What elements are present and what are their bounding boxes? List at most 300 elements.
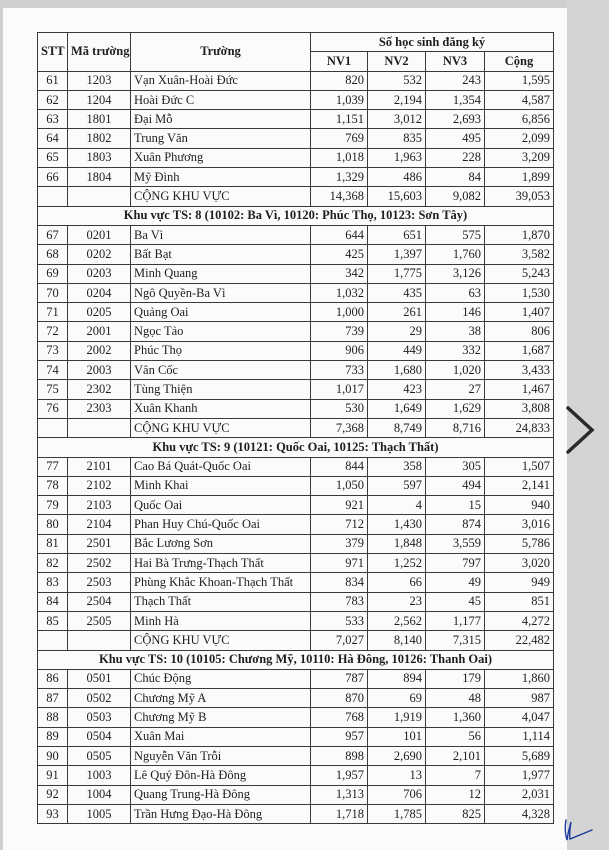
cell-stt: 77: [38, 457, 68, 476]
cell-nv1: 844: [311, 457, 368, 476]
cell-ma-truong: 2003: [68, 361, 131, 380]
cell-nv3: 3,126: [426, 264, 485, 283]
cell-nv1: 898: [311, 746, 368, 765]
cell-stt: 68: [38, 245, 68, 264]
cell-cong: 2,031: [485, 785, 554, 804]
table-row: [38, 361, 554, 380]
cell-nv1: 533: [311, 611, 368, 630]
total-row: [38, 187, 554, 206]
cell-truong: Lê Quý Đôn-Hà Đông: [131, 766, 311, 785]
cell-truong: Thạch Thất: [131, 592, 311, 611]
cell-truong: Quốc Oai: [131, 496, 311, 515]
header-cong: Cộng: [485, 52, 554, 71]
cell-ma-truong: 2101: [68, 457, 131, 476]
cell-ma-truong: 2501: [68, 534, 131, 553]
cell-cong: 3,020: [485, 554, 554, 573]
cell-nv1: 957: [311, 727, 368, 746]
cell-truong: Ngọc Tảo: [131, 322, 311, 341]
cell-ma-truong: 2102: [68, 476, 131, 495]
cell-nv1: 971: [311, 554, 368, 573]
cell-nv3: 3,559: [426, 534, 485, 553]
cell-cong: 1,530: [485, 283, 554, 302]
cell-cong: 1,114: [485, 727, 554, 746]
cell-nv2: 69: [368, 689, 426, 708]
cell-nv3: 1,760: [426, 245, 485, 264]
cell-cong: 1,899: [485, 168, 554, 187]
cell-cong: 6,856: [485, 110, 554, 129]
cell-ma-truong: 2505: [68, 611, 131, 630]
cell-cong: 4,587: [485, 90, 554, 109]
section-title: Khu vực TS: 9 (10121: Quốc Oai, 10125: Thạch Thất): [38, 438, 554, 457]
cell-stt: 90: [38, 746, 68, 765]
table-row: [38, 380, 554, 399]
total-nv3: 7,315: [426, 631, 485, 650]
header-nv1: NV1: [311, 52, 368, 71]
cell-stt: 88: [38, 708, 68, 727]
table-row: [38, 168, 554, 187]
cell-stt: 84: [38, 592, 68, 611]
cell-nv3: 2,101: [426, 746, 485, 765]
cell-ma-truong: 0502: [68, 689, 131, 708]
table-row: [38, 746, 554, 765]
cell-ma-truong: 0203: [68, 264, 131, 283]
cell-nv1: 1,018: [311, 148, 368, 167]
table-row: [38, 303, 554, 322]
total-nv2: 8,140: [368, 631, 426, 650]
total-nv3: 8,716: [426, 418, 485, 437]
cell-nv2: 486: [368, 168, 426, 187]
cell-cong: 1,977: [485, 766, 554, 785]
cell-nv2: 1,848: [368, 534, 426, 553]
table-row: [38, 225, 554, 244]
cell-nv1: 834: [311, 573, 368, 592]
cell-cong: 4,047: [485, 708, 554, 727]
table-row: [38, 71, 554, 90]
cell-stt: 74: [38, 361, 68, 380]
cell-cong: 1,870: [485, 225, 554, 244]
cell-nv2: 2,194: [368, 90, 426, 109]
cell-stt: 81: [38, 534, 68, 553]
cell-nv3: 874: [426, 515, 485, 534]
cell-nv1: 1,032: [311, 283, 368, 302]
cell-ma-truong: 1804: [68, 168, 131, 187]
cell-nv3: 146: [426, 303, 485, 322]
cell-nv2: 1,775: [368, 264, 426, 283]
cell-stt: 62: [38, 90, 68, 109]
cell-stt: 86: [38, 669, 68, 688]
cell-stt: 72: [38, 322, 68, 341]
cell-nv1: 768: [311, 708, 368, 727]
cell-stt: 80: [38, 515, 68, 534]
total-nv1: 7,027: [311, 631, 368, 650]
cell-ma-truong: 1203: [68, 71, 131, 90]
cell-nv2: 2,562: [368, 611, 426, 630]
next-page-button[interactable]: [560, 400, 600, 460]
cell-nv1: 1,151: [311, 110, 368, 129]
cell-truong: Hai Bà Trưng-Thạch Thất: [131, 554, 311, 573]
cell-truong: Tùng Thiện: [131, 380, 311, 399]
cell-truong: Phúc Thọ: [131, 341, 311, 360]
total-label: CỘNG KHU VỰC: [131, 187, 311, 206]
cell-nv2: 423: [368, 380, 426, 399]
cell-ma-truong: 2504: [68, 592, 131, 611]
cell-cong: 1,507: [485, 457, 554, 476]
table-row: [38, 804, 554, 823]
cell-stt-empty: [38, 187, 68, 206]
table-body: [38, 71, 554, 824]
cell-nv2: 29: [368, 322, 426, 341]
cell-nv1: 906: [311, 341, 368, 360]
cell-ma-truong: 2002: [68, 341, 131, 360]
cell-cong: 3,582: [485, 245, 554, 264]
table-row: [38, 515, 554, 534]
cell-truong: Bắc Lương Sơn: [131, 534, 311, 553]
total-cong: 22,482: [485, 631, 554, 650]
cell-nv2: 13: [368, 766, 426, 785]
cell-nv1: 769: [311, 129, 368, 148]
cell-truong: Phan Huy Chú-Quốc Oai: [131, 515, 311, 534]
cell-nv2: 1,430: [368, 515, 426, 534]
cell-truong: Vạn Xuân-Hoài Đức: [131, 71, 311, 90]
cell-nv1: 739: [311, 322, 368, 341]
cell-nv3: 495: [426, 129, 485, 148]
cell-nv2: 1,680: [368, 361, 426, 380]
cell-cong: 1,860: [485, 669, 554, 688]
cell-nv3: 797: [426, 554, 485, 573]
cell-nv2: 835: [368, 129, 426, 148]
cell-truong: Chương Mỹ A: [131, 689, 311, 708]
cell-truong: Ngô Quyền-Ba Vì: [131, 283, 311, 302]
cell-truong: Quảng Oai: [131, 303, 311, 322]
cell-nv1: 1,329: [311, 168, 368, 187]
cell-nv3: 228: [426, 148, 485, 167]
cell-ma-truong: 1801: [68, 110, 131, 129]
table-row: [38, 727, 554, 746]
cell-ma-truong: 0501: [68, 669, 131, 688]
cell-nv2: 1,649: [368, 399, 426, 418]
cell-nv2: 1,963: [368, 148, 426, 167]
cell-stt: 66: [38, 168, 68, 187]
cell-nv2: 1,919: [368, 708, 426, 727]
cell-ma-truong: 0503: [68, 708, 131, 727]
cell-nv1: 644: [311, 225, 368, 244]
cell-cong: 4,328: [485, 804, 554, 823]
cell-truong: Hoài Đức C: [131, 90, 311, 109]
cell-stt: 78: [38, 476, 68, 495]
cell-nv3: 12: [426, 785, 485, 804]
cell-nv3: 84: [426, 168, 485, 187]
table-row: [38, 708, 554, 727]
cell-stt: 89: [38, 727, 68, 746]
cell-nv3: 305: [426, 457, 485, 476]
cell-ma-truong-empty: [68, 631, 131, 650]
cell-truong: Minh Quang: [131, 264, 311, 283]
cell-nv2: 66: [368, 573, 426, 592]
cell-truong: Phùng Khắc Khoan-Thạch Thất: [131, 573, 311, 592]
cell-nv3: 38: [426, 322, 485, 341]
cell-nv3: 1,629: [426, 399, 485, 418]
cell-ma-truong: 2001: [68, 322, 131, 341]
cell-ma-truong: 2104: [68, 515, 131, 534]
header-ma-truong: Mã trường: [68, 33, 131, 72]
chevron-right-icon: [560, 400, 600, 460]
cell-truong: Xuân Khanh: [131, 399, 311, 418]
cell-cong: 3,433: [485, 361, 554, 380]
table-row: [38, 110, 554, 129]
cell-stt: 69: [38, 264, 68, 283]
cell-truong: Chúc Động: [131, 669, 311, 688]
cell-stt: 82: [38, 554, 68, 573]
table-row: [38, 341, 554, 360]
cell-ma-truong: 1005: [68, 804, 131, 823]
cell-nv1: 530: [311, 399, 368, 418]
table-row: [38, 669, 554, 688]
cell-nv1: 1,000: [311, 303, 368, 322]
cell-cong: 806: [485, 322, 554, 341]
table-row: [38, 476, 554, 495]
cell-ma-truong: 0204: [68, 283, 131, 302]
cell-nv3: 332: [426, 341, 485, 360]
cell-stt: 63: [38, 110, 68, 129]
cell-nv3: 7: [426, 766, 485, 785]
header-stt: STT: [38, 33, 68, 72]
cell-stt: 92: [38, 785, 68, 804]
header-nv3: NV3: [426, 52, 485, 71]
cell-nv1: 342: [311, 264, 368, 283]
cell-nv2: 1,397: [368, 245, 426, 264]
cell-nv3: 1,354: [426, 90, 485, 109]
cell-nv3: 27: [426, 380, 485, 399]
cell-cong: 5,243: [485, 264, 554, 283]
cell-cong: 851: [485, 592, 554, 611]
cell-cong: 5,689: [485, 746, 554, 765]
table-row: [38, 129, 554, 148]
total-nv2: 15,603: [368, 187, 426, 206]
cell-cong: 1,595: [485, 71, 554, 90]
cell-truong: Nguyễn Văn Trỗi: [131, 746, 311, 765]
cell-nv1: 1,957: [311, 766, 368, 785]
cell-truong: Bất Bạt: [131, 245, 311, 264]
cell-nv2: 435: [368, 283, 426, 302]
table-row: [38, 496, 554, 515]
cell-nv3: 179: [426, 669, 485, 688]
cell-truong: Xuân Mai: [131, 727, 311, 746]
cell-stt: 76: [38, 399, 68, 418]
cell-nv1: 870: [311, 689, 368, 708]
cell-cong: 4,272: [485, 611, 554, 630]
cell-ma-truong: 1204: [68, 90, 131, 109]
section-header-row: [38, 650, 554, 669]
cell-nv1: 1,017: [311, 380, 368, 399]
cell-truong: Mỹ Đình: [131, 168, 311, 187]
cell-ma-truong-empty: [68, 187, 131, 206]
cell-nv2: 894: [368, 669, 426, 688]
signature-mark-icon: [562, 818, 594, 842]
cell-cong: 1,687: [485, 341, 554, 360]
cell-nv1: 712: [311, 515, 368, 534]
cell-nv3: 1,177: [426, 611, 485, 630]
cell-ma-truong: 0504: [68, 727, 131, 746]
cell-cong: 1,407: [485, 303, 554, 322]
section-header-row: [38, 438, 554, 457]
cell-ma-truong: 0505: [68, 746, 131, 765]
cell-nv1: 425: [311, 245, 368, 264]
cell-ma-truong: 1803: [68, 148, 131, 167]
cell-cong: 940: [485, 496, 554, 515]
cell-ma-truong: 0201: [68, 225, 131, 244]
cell-nv1: 1,718: [311, 804, 368, 823]
cell-ma-truong: 1004: [68, 785, 131, 804]
total-nv1: 7,368: [311, 418, 368, 437]
cell-ma-truong: 0202: [68, 245, 131, 264]
cell-nv1: 1,050: [311, 476, 368, 495]
cell-truong: Cao Bá Quát-Quốc Oai: [131, 457, 311, 476]
table-row: [38, 534, 554, 553]
table-row: [38, 785, 554, 804]
cell-nv3: 49: [426, 573, 485, 592]
table-row: [38, 90, 554, 109]
cell-nv3: 48: [426, 689, 485, 708]
cell-nv1: 379: [311, 534, 368, 553]
cell-stt: 67: [38, 225, 68, 244]
table-row: [38, 554, 554, 573]
cell-nv1: 733: [311, 361, 368, 380]
header-nv2: NV2: [368, 52, 426, 71]
cell-stt: 61: [38, 71, 68, 90]
cell-stt: 87: [38, 689, 68, 708]
cell-stt: 71: [38, 303, 68, 322]
cell-truong: Chương Mỹ B: [131, 708, 311, 727]
cell-cong: 987: [485, 689, 554, 708]
cell-stt: 93: [38, 804, 68, 823]
cell-nv2: 449: [368, 341, 426, 360]
cell-nv2: 2,690: [368, 746, 426, 765]
total-nv1: 14,368: [311, 187, 368, 206]
cell-truong: Xuân Phương: [131, 148, 311, 167]
cell-nv2: 4: [368, 496, 426, 515]
cell-stt: 85: [38, 611, 68, 630]
cell-stt-empty: [38, 631, 68, 650]
total-label: CỘNG KHU VỰC: [131, 418, 311, 437]
cell-cong: 2,099: [485, 129, 554, 148]
cell-truong: Quang Trung-Hà Đông: [131, 785, 311, 804]
cell-nv1: 820: [311, 71, 368, 90]
cell-ma-truong: 1802: [68, 129, 131, 148]
cell-stt: 70: [38, 283, 68, 302]
section-header-row: [38, 206, 554, 225]
cell-truong: Ba Vì: [131, 225, 311, 244]
cell-nv2: 597: [368, 476, 426, 495]
cell-truong: Minh Khai: [131, 476, 311, 495]
cell-nv2: 1,785: [368, 804, 426, 823]
table-row: [38, 766, 554, 785]
cell-ma-truong: 1003: [68, 766, 131, 785]
cell-ma-truong: 2303: [68, 399, 131, 418]
table-row: [38, 148, 554, 167]
table-row: [38, 573, 554, 592]
cell-nv1: 921: [311, 496, 368, 515]
cell-stt: 65: [38, 148, 68, 167]
cell-stt-empty: [38, 418, 68, 437]
cell-nv1: 787: [311, 669, 368, 688]
header-truong: Trường: [131, 33, 311, 72]
cell-nv1: 1,039: [311, 90, 368, 109]
cell-nv2: 651: [368, 225, 426, 244]
cell-nv3: 825: [426, 804, 485, 823]
cell-nv2: 532: [368, 71, 426, 90]
cell-cong: 3,808: [485, 399, 554, 418]
table-row: [38, 689, 554, 708]
cell-ma-truong-empty: [68, 418, 131, 437]
cell-nv3: 45: [426, 592, 485, 611]
cell-stt: 83: [38, 573, 68, 592]
signature-mark: [562, 818, 594, 842]
total-cong: 39,053: [485, 187, 554, 206]
section-title: Khu vực TS: 10 (10105: Chương Mỹ, 10110: Hà Đông, 10126: Thanh Oai): [38, 650, 554, 669]
cell-nv2: 101: [368, 727, 426, 746]
cell-truong: Minh Hà: [131, 611, 311, 630]
cell-nv1: 1,313: [311, 785, 368, 804]
cell-nv2: 23: [368, 592, 426, 611]
cell-stt: 73: [38, 341, 68, 360]
cell-nv3: 243: [426, 71, 485, 90]
cell-truong: Đại Mỗ: [131, 110, 311, 129]
cell-stt: 91: [38, 766, 68, 785]
cell-truong: Trung Văn: [131, 129, 311, 148]
cell-nv2: 1,252: [368, 554, 426, 573]
total-label: CỘNG KHU VỰC: [131, 631, 311, 650]
table-row: [38, 264, 554, 283]
table-row: [38, 457, 554, 476]
cell-nv2: 358: [368, 457, 426, 476]
table-row: [38, 592, 554, 611]
cell-nv2: 3,012: [368, 110, 426, 129]
table-row: [38, 322, 554, 341]
table-row: [38, 283, 554, 302]
cell-nv3: 494: [426, 476, 485, 495]
cell-ma-truong: 2503: [68, 573, 131, 592]
cell-nv3: 1,360: [426, 708, 485, 727]
table-header: [38, 33, 554, 72]
cell-nv3: 15: [426, 496, 485, 515]
cell-cong: 3,016: [485, 515, 554, 534]
total-cong: 24,833: [485, 418, 554, 437]
cell-nv2: 261: [368, 303, 426, 322]
table-row: [38, 611, 554, 630]
total-nv2: 8,749: [368, 418, 426, 437]
table-row: [38, 399, 554, 418]
cell-stt: 79: [38, 496, 68, 515]
cell-stt: 64: [38, 129, 68, 148]
cell-cong: 5,786: [485, 534, 554, 553]
cell-nv1: 783: [311, 592, 368, 611]
table-row: [38, 245, 554, 264]
cell-cong: 2,141: [485, 476, 554, 495]
cell-cong: 3,209: [485, 148, 554, 167]
cell-ma-truong: 0205: [68, 303, 131, 322]
total-nv3: 9,082: [426, 187, 485, 206]
section-title: Khu vực TS: 8 (10102: Ba Vì, 10120: Phúc Thọ, 10123: Sơn Tây): [38, 206, 554, 225]
cell-ma-truong: 2502: [68, 554, 131, 573]
cell-nv3: 2,693: [426, 110, 485, 129]
cell-nv3: 575: [426, 225, 485, 244]
cell-nv3: 56: [426, 727, 485, 746]
registration-table: [37, 32, 554, 824]
cell-cong: 949: [485, 573, 554, 592]
header-group-registrations: Số học sinh đăng ký: [311, 33, 554, 52]
total-row: [38, 631, 554, 650]
cell-stt: 75: [38, 380, 68, 399]
